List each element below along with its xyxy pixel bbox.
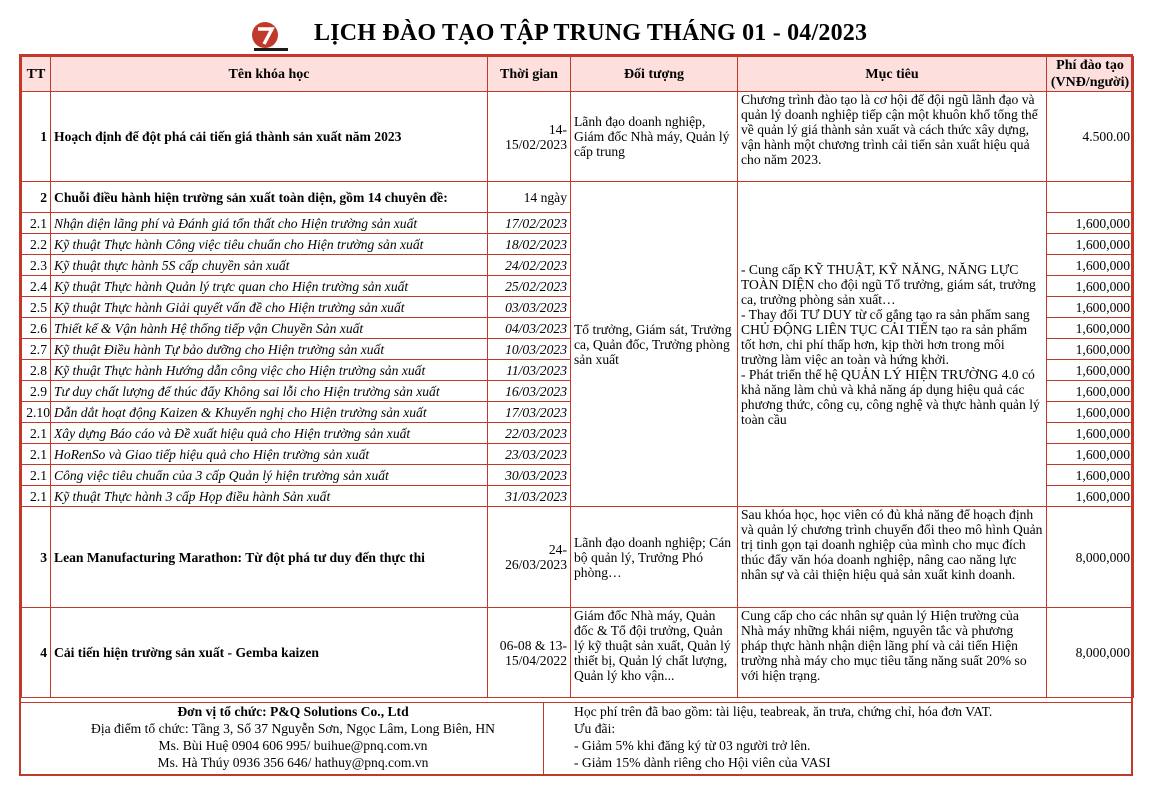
sub-tt: 2.3: [22, 255, 51, 276]
course-row-2: [22, 182, 1134, 213]
sub-name: Thiết kế & Vận hành Hệ thống tiếp vận Chuyền Sản xuất: [51, 318, 488, 339]
footer-fee-note: Học phí trên đã bao gồm: tài liệu, teabreak, ăn trưa, chứng chỉ, hóa đơn VAT.: [574, 704, 993, 719]
sub-fee: 1,600,000: [1047, 255, 1134, 276]
footer-offer: - Giảm 5% khi đăng ký từ 03 người trở lên.: [574, 738, 811, 753]
course-row-1: [22, 92, 1134, 182]
sub-name: Kỹ thuật Thực hành Hướng dẫn công việc cho Hiện trường sản xuất: [51, 360, 488, 381]
col-header-tt: TT: [22, 57, 51, 92]
sub-time: 31/03/2023: [488, 486, 571, 507]
sub-time: 03/03/2023: [488, 297, 571, 318]
page-title: LỊCH ĐÀO TẠO TẬP TRUNG THÁNG 01 - 04/2023: [314, 20, 868, 46]
sub-fee: 1,600,000: [1047, 423, 1134, 444]
course-3-time: 24-26/03/2023: [488, 507, 571, 608]
col-header-goal: Mục tiêu: [738, 57, 1047, 92]
page-header: [0, 0, 1149, 55]
sub-time: 30/03/2023: [488, 465, 571, 486]
footer: [21, 703, 1133, 775]
footer-address: Địa điểm tổ chức: Tầng 3, Số 37 Nguyễn Sơn, Ngọc Lâm, Long Biên, HN: [91, 721, 495, 736]
sub-tt: 2.1: [22, 213, 51, 234]
course-row-4: [22, 608, 1134, 698]
sub-fee: 1,600,000: [1047, 381, 1134, 402]
footer-contact: Ms. Bùi Huệ 0904 606 995/ buihue@pnq.com.vn: [158, 738, 428, 753]
footer-contact: Ms. Hà Thúy 0936 356 646/ hathuy@pnq.com.vn: [157, 755, 429, 770]
course-1-fee: 4.500.00: [1047, 92, 1134, 182]
pq-logo-icon: [250, 20, 288, 54]
sub-name: Xây dựng Báo cáo và Đề xuất hiệu quả cho Hiện trường sản xuất: [51, 423, 488, 444]
course-4-time: 06-08 & 13-15/04/2022: [488, 608, 571, 698]
course-2-goal-line: - Phát triển thế hệ QUẢN LÝ HIỆN TRƯỜNG 4.0 có khả năng làm chủ và khả năng áp dụng hiệu quả các phương thức, công cụ, công nghệ và thực hành quản lý toàn cầu: [741, 366, 1040, 427]
sub-time: 17/03/2023: [488, 402, 571, 423]
course-1-target: Lãnh đạo doanh nghiệp, Giám đốc Nhà máy, Quản lý cấp trung: [571, 92, 738, 182]
course-4-name: Cải tiến hiện trường sản xuất - Gemba kaizen: [51, 608, 488, 698]
course-2-goal: [738, 182, 1047, 507]
sub-tt: 2.9: [22, 381, 51, 402]
sub-tt: 2.7: [22, 339, 51, 360]
sub-tt: 2.10: [22, 402, 51, 423]
sub-tt: 2.5: [22, 297, 51, 318]
course-3-tt: 3: [22, 507, 51, 608]
sub-time: 04/03/2023: [488, 318, 571, 339]
sub-fee: 1,600,000: [1047, 486, 1134, 507]
sub-fee: 1,600,000: [1047, 402, 1134, 423]
sub-name: Công việc tiêu chuẩn của 3 cấp Quản lý hiện trường sản xuất: [51, 465, 488, 486]
col-header-time: Thời gian: [488, 57, 571, 92]
course-3-target: Lãnh đạo doanh nghiệp; Cán bộ quản lý, Trưởng Phó phòng…: [571, 507, 738, 608]
sub-name: Nhận diện lãng phí và Đánh giá tổn thất cho Hiện trường sản xuất: [51, 213, 488, 234]
footer-offer: - Giảm 15% dành riêng cho Hội viên của VASI: [574, 755, 831, 770]
sub-name: Kỹ thuật Thực hành Công việc tiêu chuẩn cho Hiện trường sản xuất: [51, 234, 488, 255]
sub-name: Kỹ thuật Thực hành 3 cấp Họp điều hành Sản xuất: [51, 486, 488, 507]
course-2-tt: 2: [22, 182, 51, 213]
course-2-name: Chuỗi điều hành hiện trường sản xuất toàn diện, gồm 14 chuyên đề:: [51, 182, 488, 213]
col-header-name: Tên khóa học: [51, 57, 488, 92]
course-4-target: Giám đốc Nhà máy, Quản đốc & Tổ đội trưởng, Quản lý kỹ thuật sản xuất, Quản lý thiết bị, Quản lý chất lượng, Quản lý kho vận...: [571, 608, 738, 698]
course-2-goal-line: - Cung cấp KỸ THUẬT, KỸ NĂNG, NĂNG LỰC TOÀN DIỆN cho đội ngũ Tổ trưởng, giám sát, trưởng ca, trưởng phòng sản xuất…: [741, 261, 1036, 307]
course-1-goal: Chương trình đào tạo là cơ hội để đội ngũ lãnh đạo và quản lý doanh nghiệp tiếp cận một khuôn khổ tổng thể về quản lý giá thành sản xuất và cách thức xây dựng, vận hành một chương trình cải tiến sản xuất hiệu quả cho năm 2023.: [738, 92, 1047, 182]
sub-time: 22/03/2023: [488, 423, 571, 444]
sub-time: 23/03/2023: [488, 444, 571, 465]
sub-fee: 1,600,000: [1047, 297, 1134, 318]
sub-fee: 1,600,000: [1047, 444, 1134, 465]
footer-organizer: [21, 703, 565, 771]
sub-name: Dẫn dắt hoạt động Kaizen & Khuyến nghị cho Hiện trường sản xuất: [51, 402, 488, 423]
col-header-fee: Phí đào tạo (VNĐ/người): [1047, 57, 1134, 92]
training-schedule-table: [21, 56, 1134, 698]
sub-fee: 1,600,000: [1047, 465, 1134, 486]
sub-tt: 2.2: [22, 234, 51, 255]
sub-time: 18/02/2023: [488, 234, 571, 255]
sub-tt: 2.6: [22, 318, 51, 339]
sub-time: 10/03/2023: [488, 339, 571, 360]
course-2-fee: [1047, 182, 1134, 213]
sub-fee: 1,600,000: [1047, 276, 1134, 297]
sub-tt: 2.1: [22, 444, 51, 465]
sub-name: Kỹ thuật thực hành 5S cấp chuyền sản xuất: [51, 255, 488, 276]
course-3-name: Lean Manufacturing Marathon: Từ đột phá tư duy đến thực thi: [51, 507, 488, 608]
footer-notes: [574, 703, 1134, 771]
sub-tt: 2.1: [22, 486, 51, 507]
sub-fee: 1,600,000: [1047, 339, 1134, 360]
sub-time: 24/02/2023: [488, 255, 571, 276]
course-2-time: 14 ngày: [488, 182, 571, 213]
sub-tt: 2.1: [22, 423, 51, 444]
sub-fee: 1,600,000: [1047, 360, 1134, 381]
footer-offers-label: Ưu đãi:: [574, 721, 616, 736]
sub-time: 17/02/2023: [488, 213, 571, 234]
course-2-target: Tổ trưởng, Giám sát, Trưởng ca, Quản đốc, Trưởng phòng sản xuất: [571, 182, 738, 507]
table-header-row: [22, 57, 1134, 92]
course-4-fee: 8,000,000: [1047, 608, 1134, 698]
course-1-tt: 1: [22, 92, 51, 182]
sub-fee: 1,600,000: [1047, 213, 1134, 234]
sub-fee: 1,600,000: [1047, 318, 1134, 339]
sub-time: 25/02/2023: [488, 276, 571, 297]
sub-fee: 1,600,000: [1047, 234, 1134, 255]
sub-name: HoRenSo và Giao tiếp hiệu quả cho Hiện trường sản xuất: [51, 444, 488, 465]
sub-name: Kỹ thuật Thực hành Giải quyết vấn đề cho Hiện trường sản xuất: [51, 297, 488, 318]
sub-time: 11/03/2023: [488, 360, 571, 381]
col-header-target: Đối tượng: [571, 57, 738, 92]
course-3-fee: 8,000,000: [1047, 507, 1134, 608]
sub-time: 16/03/2023: [488, 381, 571, 402]
sub-name: Kỹ thuật Điều hành Tự bảo dưỡng cho Hiện trường sản xuất: [51, 339, 488, 360]
footer-org: Đơn vị tổ chức: P&Q Solutions Co., Ltd: [177, 704, 409, 719]
sub-name: Kỹ thuật Thực hành Quản lý trực quan cho Hiện trường sản xuất: [51, 276, 488, 297]
course-row-3: [22, 507, 1134, 608]
course-4-goal: Cung cấp cho các nhân sự quản lý Hiện trường của Nhà máy những khái niệm, nguyên tắc và phương pháp thực hành nhận diện lãng phí và cải tiến Hiện trường nhà máy cho mục tiêu tăng năng suất 20% so với hiện trạng.: [738, 608, 1047, 698]
course-4-tt: 4: [22, 608, 51, 698]
sub-tt: 2.8: [22, 360, 51, 381]
sub-tt: 2.1: [22, 465, 51, 486]
course-2-goal-line: - Thay đổi TƯ DUY từ cố gắng tạo ra sản phẩm sang CHỦ ĐỘNG LIÊN TỤC CẢI TIẾN tạo ra sản phẩm tốt hơn, chi phí thấp hơn, kịp thời hơn trong môi trường làm việc an toàn và hứng khởi.: [741, 306, 1030, 367]
sub-name: Tư duy chất lượng để thúc đẩy Không sai lỗi cho Hiện trường sản xuất: [51, 381, 488, 402]
sub-tt: 2.4: [22, 276, 51, 297]
course-1-name: Hoạch định để đột phá cải tiến giá thành sản xuất năm 2023: [51, 92, 488, 182]
course-1-time: 14-15/02/2023: [488, 92, 571, 182]
course-3-goal: Sau khóa học, học viên có đủ khả năng để hoạch định và quản lý chương trình chuyển đổi theo mô hình Quản trị tinh gọn tại doanh nghiệp của mình cho mục đích thúc đẩy văn hóa doanh nghiệp, nâng cao năng lực nhân sự và cải thiện hiệu quả sản xuất kinh doanh.: [738, 507, 1047, 608]
